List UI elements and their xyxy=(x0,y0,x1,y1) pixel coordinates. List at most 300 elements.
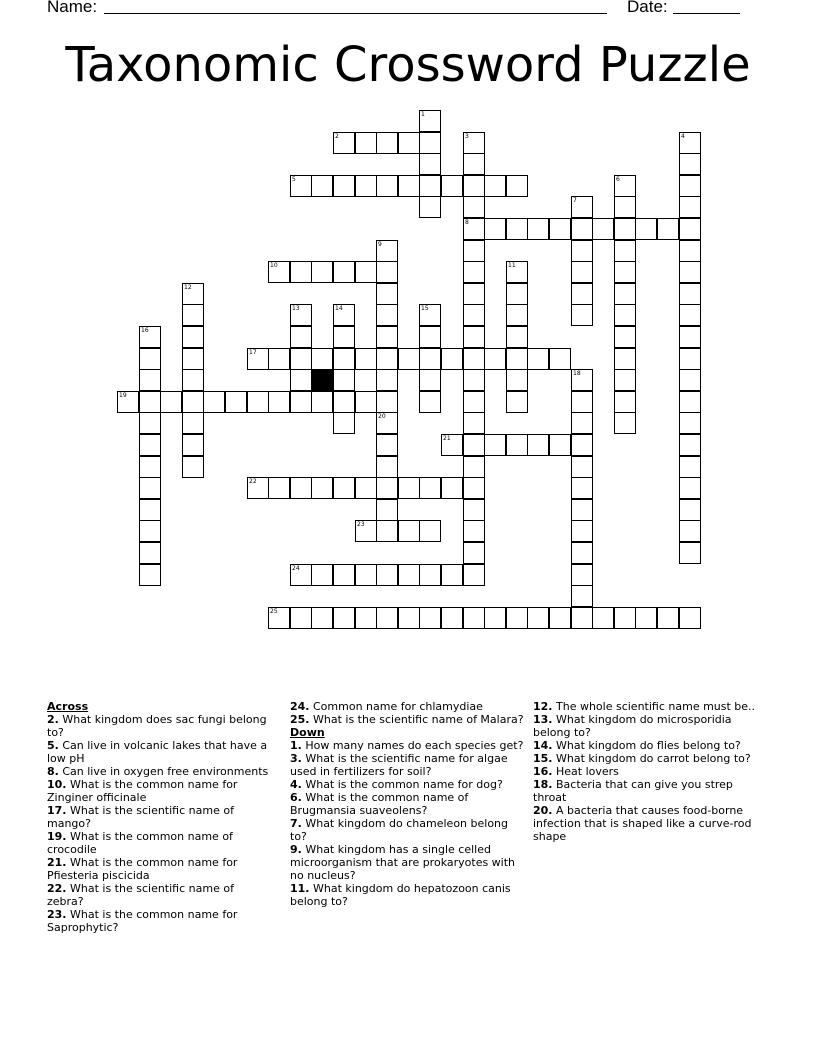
clue-number-label: 2. xyxy=(47,713,59,726)
clue-item xyxy=(47,739,272,765)
clue-number: 2 xyxy=(335,133,339,140)
crossword-cell[interactable] xyxy=(376,283,398,305)
clue-text: Can live in oxygen free environments xyxy=(58,765,269,778)
crossword-cell[interactable] xyxy=(463,542,485,564)
crossword-cell[interactable] xyxy=(160,391,182,413)
crossword-cell[interactable] xyxy=(571,412,593,434)
crossword-cell[interactable] xyxy=(376,391,398,413)
crossword-cell[interactable] xyxy=(441,607,463,629)
crossword-cell[interactable] xyxy=(506,283,528,305)
crossword-cell[interactable] xyxy=(182,369,204,391)
crossword-cell[interactable] xyxy=(571,304,593,326)
crossword-cell[interactable] xyxy=(506,348,528,370)
crossword-cell[interactable] xyxy=(139,412,161,434)
crossword-cell[interactable] xyxy=(506,391,528,413)
crossword-cell[interactable] xyxy=(679,153,701,175)
clue-text: What is the common name for dog? xyxy=(301,778,503,791)
clue-number: 11 xyxy=(508,262,516,269)
crossword-cell[interactable] xyxy=(571,477,593,499)
crossword-cell[interactable] xyxy=(419,326,441,348)
crossword-cell[interactable] xyxy=(571,261,593,283)
crossword-cell[interactable] xyxy=(139,520,161,542)
crossword-cell[interactable] xyxy=(398,564,420,586)
crossword-cell[interactable] xyxy=(571,456,593,478)
clue-number-label: 9. xyxy=(290,843,302,856)
crossword-cell[interactable] xyxy=(441,175,463,197)
crossword-cell[interactable] xyxy=(463,369,485,391)
clue-item xyxy=(290,791,525,817)
clue-item xyxy=(533,713,768,739)
clue-number: 8 xyxy=(465,219,469,226)
clue-item xyxy=(533,804,768,843)
crossword-cell[interactable] xyxy=(182,348,204,370)
crossword-cell[interactable] xyxy=(484,218,506,240)
crossword-cell[interactable] xyxy=(268,348,290,370)
crossword-cell[interactable] xyxy=(571,607,593,629)
crossword-cell[interactable] xyxy=(463,326,485,348)
crossword-cell[interactable] xyxy=(484,175,506,197)
crossword-cell[interactable] xyxy=(376,434,398,456)
crossword-cell[interactable] xyxy=(679,175,701,197)
crossword-cell[interactable] xyxy=(355,477,377,499)
crossword-cell[interactable] xyxy=(268,477,290,499)
crossword-cell[interactable] xyxy=(398,175,420,197)
clue-text: What kingdom do hepatozoon canis belong to? xyxy=(290,882,511,908)
clue-number-label: 22. xyxy=(47,882,67,895)
clue-number-label: 25. xyxy=(290,713,310,726)
crossword-cell[interactable] xyxy=(506,326,528,348)
crossword-cell[interactable] xyxy=(333,412,355,434)
across-heading: Across xyxy=(47,700,89,713)
clue-text: What is the common name for Zinginer officinale xyxy=(47,778,238,804)
crossword-cell[interactable] xyxy=(614,412,636,434)
crossword-cell[interactable] xyxy=(419,607,441,629)
clue-item xyxy=(290,882,525,908)
crossword-cell[interactable] xyxy=(311,261,333,283)
crossword-cell[interactable] xyxy=(463,196,485,218)
clue-text: What is the common name for Pfiesteria piscicida xyxy=(47,856,238,882)
clue-number-label: 21. xyxy=(47,856,67,869)
crossword-cell[interactable] xyxy=(463,175,485,197)
crossword-cell[interactable] xyxy=(527,434,549,456)
crossword-cell[interactable] xyxy=(419,153,441,175)
clues-column-2 xyxy=(290,700,525,908)
crossword-cell[interactable] xyxy=(376,369,398,391)
clue-item xyxy=(47,713,272,739)
crossword-cell[interactable] xyxy=(549,348,571,370)
crossword-cell[interactable] xyxy=(635,218,657,240)
crossword-cell[interactable] xyxy=(225,391,247,413)
crossword-cell[interactable] xyxy=(463,499,485,521)
clue-number-label: 15. xyxy=(533,752,553,765)
crossword-cell[interactable] xyxy=(333,369,355,391)
clue-item xyxy=(290,713,525,726)
crossword-cell[interactable] xyxy=(463,412,485,434)
clue-item xyxy=(290,843,525,882)
crossword-cell[interactable] xyxy=(571,542,593,564)
crossword-cell[interactable] xyxy=(419,477,441,499)
crossword-cell[interactable] xyxy=(376,564,398,586)
crossword-cell[interactable] xyxy=(333,477,355,499)
clue-number-label: 3. xyxy=(290,752,302,765)
clue-number-label: 5. xyxy=(47,739,59,752)
crossword-cell[interactable] xyxy=(571,391,593,413)
crossword-cell[interactable] xyxy=(419,175,441,197)
clue-number: 25 xyxy=(270,608,278,615)
crossword-cell[interactable] xyxy=(679,283,701,305)
crossword-cell[interactable] xyxy=(376,477,398,499)
clue-number: 4 xyxy=(681,133,685,140)
clue-item xyxy=(47,778,272,804)
clue-number: 7 xyxy=(573,197,577,204)
clue-text: What is the scientific name of Malara? xyxy=(309,713,524,726)
crossword-cell[interactable] xyxy=(571,240,593,262)
crossword-block-cell xyxy=(311,369,333,391)
crossword-cell[interactable] xyxy=(376,175,398,197)
crossword-cell[interactable] xyxy=(355,564,377,586)
crossword-cell[interactable] xyxy=(571,520,593,542)
crossword-cell[interactable] xyxy=(614,607,636,629)
crossword-cell[interactable] xyxy=(311,391,333,413)
crossword-cell[interactable] xyxy=(355,175,377,197)
crossword-cell[interactable] xyxy=(527,218,549,240)
crossword-cell[interactable] xyxy=(376,499,398,521)
crossword-cell[interactable] xyxy=(506,369,528,391)
crossword-cell[interactable] xyxy=(398,607,420,629)
crossword-cell[interactable] xyxy=(376,132,398,154)
crossword-cell[interactable] xyxy=(355,261,377,283)
date-label: Date: xyxy=(627,0,668,16)
crossword-cell[interactable] xyxy=(419,132,441,154)
clue-item xyxy=(47,882,272,908)
crossword-cell[interactable] xyxy=(376,304,398,326)
crossword-cell[interactable] xyxy=(463,348,485,370)
crossword-cell[interactable] xyxy=(484,607,506,629)
crossword-cell[interactable] xyxy=(203,391,225,413)
crossword-cell[interactable] xyxy=(549,434,571,456)
clue-item xyxy=(533,765,768,778)
crossword-cell[interactable] xyxy=(679,456,701,478)
clue-item xyxy=(533,752,768,765)
clue-text: What is the common name of Brugmansia suaveolens? xyxy=(290,791,469,817)
crossword-cell[interactable] xyxy=(614,391,636,413)
clue-number: 10 xyxy=(270,262,278,269)
crossword-cell[interactable] xyxy=(614,348,636,370)
crossword-cell[interactable] xyxy=(484,348,506,370)
clue-text: What kingdom do chameleon belong to? xyxy=(290,817,509,843)
crossword-cell[interactable] xyxy=(376,456,398,478)
crossword-cell[interactable] xyxy=(679,348,701,370)
clue-item xyxy=(290,752,525,778)
crossword-cell[interactable] xyxy=(290,369,312,391)
crossword-cell[interactable] xyxy=(419,564,441,586)
crossword-cell[interactable] xyxy=(355,607,377,629)
clue-item xyxy=(290,778,525,791)
crossword-cell[interactable] xyxy=(139,348,161,370)
clue-number-label: 20. xyxy=(533,804,553,817)
crossword-cell[interactable] xyxy=(398,520,420,542)
crossword-cell[interactable] xyxy=(398,348,420,370)
crossword-cell[interactable] xyxy=(311,175,333,197)
page-title: Taxonomic Crossword Puzzle xyxy=(65,37,751,93)
crossword-cell[interactable] xyxy=(463,153,485,175)
clues-column-1 xyxy=(47,700,272,934)
clue-number: 21 xyxy=(443,435,451,442)
crossword-cell[interactable] xyxy=(376,520,398,542)
crossword-cell[interactable] xyxy=(419,520,441,542)
crossword-cell[interactable] xyxy=(571,585,593,607)
clue-item xyxy=(290,817,525,843)
crossword-cell[interactable] xyxy=(549,218,571,240)
clue-item xyxy=(290,700,525,713)
clue-text: What is the scientific name for algae used in fertilizers for soil? xyxy=(290,752,508,778)
crossword-cell[interactable] xyxy=(441,564,463,586)
clue-number: 3 xyxy=(465,133,469,140)
clue-number-label: 16. xyxy=(533,765,553,778)
name-label: Name: xyxy=(47,0,98,16)
crossword-cell[interactable] xyxy=(247,391,269,413)
crossword-cell[interactable] xyxy=(139,434,161,456)
clue-item xyxy=(533,700,768,713)
clue-item xyxy=(533,739,768,752)
crossword-cell[interactable] xyxy=(333,391,355,413)
clue-number: 5 xyxy=(292,176,296,183)
crossword-cell[interactable] xyxy=(182,412,204,434)
crossword-cell[interactable] xyxy=(679,326,701,348)
clue-number-label: 24. xyxy=(290,700,310,713)
crossword-cell[interactable] xyxy=(333,175,355,197)
crossword-cell[interactable] xyxy=(290,477,312,499)
clue-text: What kingdom do carrot belong to? xyxy=(552,752,751,765)
crossword-cell[interactable] xyxy=(333,348,355,370)
crossword-cell[interactable] xyxy=(571,434,593,456)
clue-text: What is the common name for Saprophytic? xyxy=(47,908,238,934)
clue-number-label: 12. xyxy=(533,700,553,713)
crossword-cell[interactable] xyxy=(333,261,355,283)
crossword-cell[interactable] xyxy=(549,607,571,629)
clue-number-label: 17. xyxy=(47,804,67,817)
crossword-cell[interactable] xyxy=(290,348,312,370)
crossword-cell[interactable] xyxy=(355,391,377,413)
crossword-cell[interactable] xyxy=(139,456,161,478)
crossword-cell[interactable] xyxy=(657,607,679,629)
clue-number: 18 xyxy=(573,370,581,377)
clue-number-label: 13. xyxy=(533,713,553,726)
crossword-cell[interactable] xyxy=(290,326,312,348)
clue-text: What is the scientific name of zebra? xyxy=(47,882,234,908)
crossword-cell[interactable] xyxy=(657,218,679,240)
crossword-cell[interactable] xyxy=(506,175,528,197)
crossword-cell[interactable] xyxy=(614,218,636,240)
crossword-cell[interactable] xyxy=(139,542,161,564)
crossword-cell[interactable] xyxy=(463,434,485,456)
crossword-cell[interactable] xyxy=(679,542,701,564)
crossword-cell[interactable] xyxy=(463,456,485,478)
crossword-cell[interactable] xyxy=(484,434,506,456)
clue-text: What kingdom do microsporidia belong to? xyxy=(533,713,732,739)
clue-number-label: 23. xyxy=(47,908,67,921)
clue-number: 24 xyxy=(292,565,300,572)
crossword-cell[interactable] xyxy=(290,607,312,629)
crossword-cell[interactable] xyxy=(679,499,701,521)
crossword-cell[interactable] xyxy=(376,261,398,283)
clue-number: 6 xyxy=(616,176,620,183)
crossword-cell[interactable] xyxy=(311,477,333,499)
clue-number: 1 xyxy=(421,111,425,118)
crossword-cell[interactable] xyxy=(182,391,204,413)
clue-item xyxy=(47,804,272,830)
crossword-cell[interactable] xyxy=(398,132,420,154)
crossword-cell[interactable] xyxy=(614,369,636,391)
crossword-cell[interactable] xyxy=(527,607,549,629)
crossword-cell[interactable] xyxy=(463,391,485,413)
crossword-cell[interactable] xyxy=(571,218,593,240)
crossword-cell[interactable] xyxy=(139,391,161,413)
crossword-cell[interactable] xyxy=(290,391,312,413)
crossword-cell[interactable] xyxy=(463,283,485,305)
clue-number: 19 xyxy=(119,392,127,399)
clue-number: 15 xyxy=(421,305,429,312)
crossword-cell[interactable] xyxy=(506,607,528,629)
clue-text: What kingdom does sac fungi belong to? xyxy=(47,713,267,739)
clue-number-label: 1. xyxy=(290,739,302,752)
clue-number: 14 xyxy=(335,305,343,312)
crossword-cell[interactable] xyxy=(139,564,161,586)
crossword-cell[interactable] xyxy=(182,456,204,478)
crossword-cell[interactable] xyxy=(614,196,636,218)
crossword-cell[interactable] xyxy=(333,564,355,586)
clue-number: 13 xyxy=(292,305,300,312)
crossword-cell[interactable] xyxy=(311,348,333,370)
crossword-cell[interactable] xyxy=(679,196,701,218)
clue-text: What kingdom do flies belong to? xyxy=(552,739,741,752)
crossword-cell[interactable] xyxy=(376,607,398,629)
clue-text: Common name for chlamydiae xyxy=(309,700,483,713)
crossword-cell[interactable] xyxy=(614,326,636,348)
clue-number-label: 6. xyxy=(290,791,302,804)
clue-number-label: 18. xyxy=(533,778,553,791)
clue-number-label: 11. xyxy=(290,882,310,895)
crossword-cell[interactable] xyxy=(290,261,312,283)
crossword-cell[interactable] xyxy=(333,607,355,629)
crossword-cell[interactable] xyxy=(506,434,528,456)
clue-number: 17 xyxy=(249,349,257,356)
clue-number: 9 xyxy=(378,241,382,248)
crossword-cell[interactable] xyxy=(333,326,355,348)
crossword-cell[interactable] xyxy=(679,434,701,456)
clue-item xyxy=(533,778,768,804)
clue-number: 20 xyxy=(378,413,386,420)
crossword-cell[interactable] xyxy=(571,564,593,586)
crossword-cell[interactable] xyxy=(679,369,701,391)
crossword-cell[interactable] xyxy=(614,240,636,262)
crossword-cell[interactable] xyxy=(614,283,636,305)
crossword-cell[interactable] xyxy=(419,196,441,218)
crossword-cell[interactable] xyxy=(463,564,485,586)
clue-number: 16 xyxy=(141,327,149,334)
crossword-cell[interactable] xyxy=(463,520,485,542)
crossword-cell[interactable] xyxy=(463,607,485,629)
clue-text: Bacteria that can give you strep throat xyxy=(533,778,733,804)
crossword-cell[interactable] xyxy=(355,132,377,154)
clue-number-label: 8. xyxy=(47,765,59,778)
crossword-cell[interactable] xyxy=(506,218,528,240)
crossword-cell[interactable] xyxy=(679,520,701,542)
clue-item xyxy=(290,739,525,752)
crossword-cell[interactable] xyxy=(139,499,161,521)
crossword-cell[interactable] xyxy=(571,499,593,521)
crossword-cell[interactable] xyxy=(571,283,593,305)
crossword-cell[interactable] xyxy=(311,607,333,629)
clue-text: What is the scientific name of mango? xyxy=(47,804,234,830)
crossword-cell[interactable] xyxy=(679,304,701,326)
crossword-cell[interactable] xyxy=(463,304,485,326)
crossword-cell[interactable] xyxy=(268,391,290,413)
clue-text: A bacteria that causes food-borne infection that is shaped like a curve-rod shape xyxy=(533,804,752,843)
crossword-cell[interactable] xyxy=(679,607,701,629)
clue-number-label: 4. xyxy=(290,778,302,791)
crossword-cell[interactable] xyxy=(463,261,485,283)
crossword-cell[interactable] xyxy=(679,261,701,283)
crossword-cell[interactable] xyxy=(441,477,463,499)
crossword-cell[interactable] xyxy=(139,369,161,391)
clue-text: What kingdom has a single celled microorganism that are prokaryotes with no nucleus? xyxy=(290,843,516,882)
crossword-cell[interactable] xyxy=(679,477,701,499)
crossword-cell[interactable] xyxy=(398,477,420,499)
crossword-cell[interactable] xyxy=(592,218,614,240)
clue-text: Can live in volcanic lakes that have a low pH xyxy=(47,739,268,765)
crossword-cell[interactable] xyxy=(139,477,161,499)
crossword-cell[interactable] xyxy=(614,304,636,326)
crossword-cell[interactable] xyxy=(679,240,701,262)
crossword-cell[interactable] xyxy=(311,564,333,586)
crossword-cell[interactable] xyxy=(463,477,485,499)
clue-item xyxy=(47,830,272,856)
clue-number-label: 10. xyxy=(47,778,67,791)
clue-number: 23 xyxy=(357,521,365,528)
crossword-cell[interactable] xyxy=(506,304,528,326)
crossword-cell[interactable] xyxy=(419,348,441,370)
crossword-cell[interactable] xyxy=(592,607,614,629)
crossword-cell[interactable] xyxy=(419,369,441,391)
clue-item xyxy=(47,856,272,882)
crossword-cell[interactable] xyxy=(182,434,204,456)
crossword-cell[interactable] xyxy=(679,218,701,240)
crossword-cell[interactable] xyxy=(679,391,701,413)
crossword-cell[interactable] xyxy=(182,326,204,348)
clue-text: What is the common name of crocodile xyxy=(47,830,233,856)
clue-text: Heat lovers xyxy=(552,765,619,778)
clue-number: 22 xyxy=(249,478,257,485)
crossword-cell[interactable] xyxy=(376,326,398,348)
crossword-cell[interactable] xyxy=(463,240,485,262)
crossword-cell[interactable] xyxy=(614,261,636,283)
crossword-cell[interactable] xyxy=(679,412,701,434)
crossword-cell[interactable] xyxy=(635,607,657,629)
clue-text: The whole scientific name must be.. xyxy=(552,700,756,713)
crossword-cell[interactable] xyxy=(182,304,204,326)
crossword-cell[interactable] xyxy=(355,348,377,370)
clue-number-label: 7. xyxy=(290,817,302,830)
clue-text: How many names do each species get? xyxy=(301,739,524,752)
down-heading: Down xyxy=(290,726,325,739)
crossword-cell[interactable] xyxy=(527,348,549,370)
crossword-cell[interactable] xyxy=(376,348,398,370)
clues-column-3 xyxy=(533,700,768,843)
clue-number-label: 19. xyxy=(47,830,67,843)
crossword-cell[interactable] xyxy=(419,391,441,413)
crossword-cell[interactable] xyxy=(441,348,463,370)
